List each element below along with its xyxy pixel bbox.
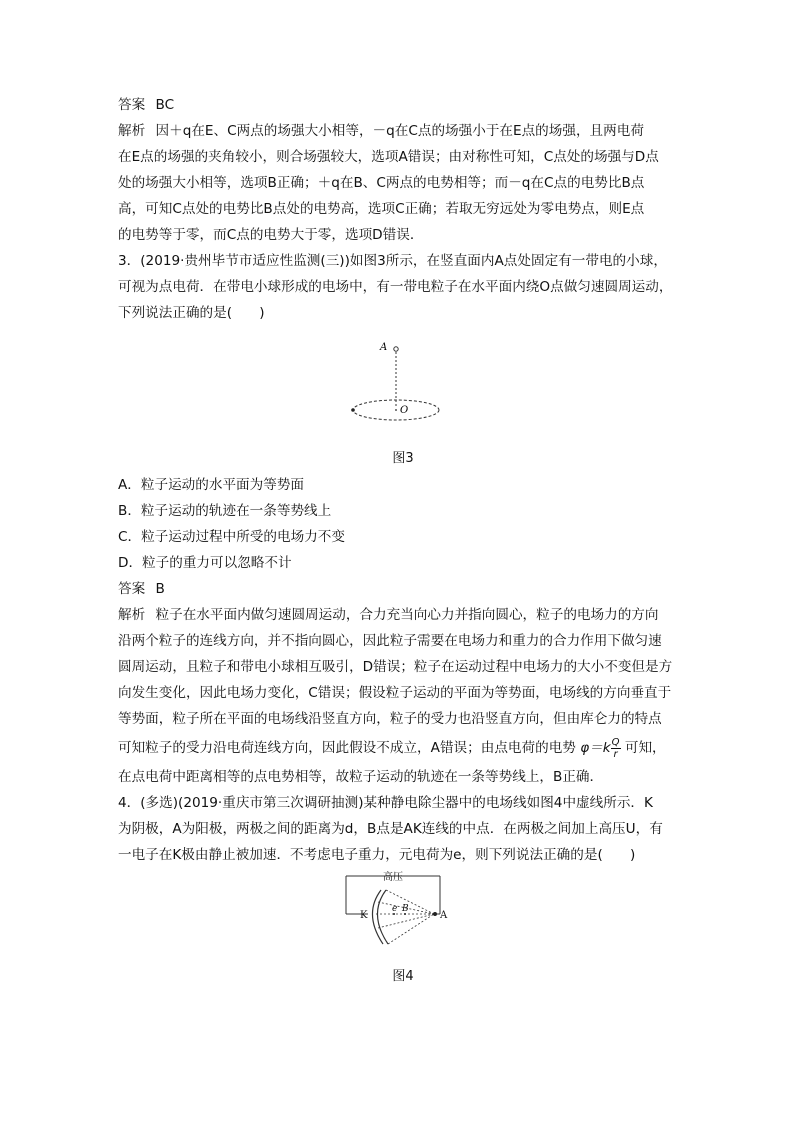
label-a: A	[380, 342, 388, 353]
analysis-formula-line	[118, 732, 688, 764]
analysis-block	[118, 118, 688, 248]
answer-label: 答案	[118, 97, 146, 113]
analysis-line: 等势面，粒子所在平面的电场线沿竖直方向，粒子的受力也沿竖直方向，但由库仑力的特点	[118, 711, 662, 727]
analysis-line: 圆周运动，且粒子和带电小球相互吸引，D错误；粒子在运动过程中电场力的大小不变但是方	[118, 659, 673, 675]
label-k: K	[360, 910, 368, 921]
formula-numerator: Q	[611, 736, 620, 748]
formula-phi: φ＝k	[580, 740, 611, 756]
figure-4-diagram	[118, 868, 688, 964]
question-text: 可视为点电荷．在带电小球形成的电场中，有一带电粒子在水平面内绕O点做匀速圆周运动，	[118, 279, 673, 295]
analysis-block	[118, 602, 688, 790]
analysis-line: 沿两个粒子的连线方向，并不指向圆心，因此粒子需要在电场力和重力的合力作用下做匀速	[118, 633, 662, 649]
answer-line	[118, 576, 688, 602]
potential-formula	[580, 736, 625, 760]
analysis-text: 因＋q在E、C两点的场强大小相等，－q在C点的场强小于在E点的场强，且两电荷	[155, 123, 644, 139]
field-line	[388, 914, 434, 944]
center-o-dot	[395, 409, 397, 411]
analysis-line	[118, 602, 688, 628]
analysis-label: 解析	[118, 123, 146, 139]
figure-3-diagram	[118, 326, 688, 446]
label-e: e	[392, 904, 398, 914]
field-line	[378, 914, 434, 928]
answer-value: B	[155, 581, 165, 597]
formula-line-after: 可知，	[624, 740, 666, 756]
formula-denominator: r	[613, 748, 618, 760]
question-text: 为阴极，A为阳极，两极之间的距离为d，B点是AK连线的中点．在两极之间加上高压U，有	[118, 821, 663, 837]
formula-line-before: 可知粒子的受力沿电荷连线方向，因此假设不成立，A错误；由点电荷的电势	[118, 740, 576, 756]
analysis-text: 粒子在水平面内做匀速圆周运动，合力充当向心力并指向圆心，粒子的电场力的方向	[155, 607, 659, 623]
figure-3-caption: 图3	[392, 451, 414, 466]
document-page	[118, 92, 688, 990]
answer-value: BC	[155, 97, 175, 113]
analysis-label: 解析	[118, 607, 146, 623]
question-text: 4．(多选)(2019·重庆市第三次调研抽测)某种静电除尘器中的电场线如图4中虚线所示．K	[118, 795, 653, 811]
analysis-line	[118, 118, 688, 144]
analysis-line: 向发生变化，因此电场力变化，C错误；假设粒子运动的平面为等势面，电场线的方向垂直于	[118, 685, 672, 701]
question-text: 一电子在K极由静止被加速．不考虑电子重力，元电荷为e，则下列说法正确的是( )	[118, 847, 636, 863]
formula-fraction	[611, 737, 621, 760]
figure-4	[118, 868, 688, 964]
question-4	[118, 790, 688, 990]
option-c: C．粒子运动过程中所受的电场力不变	[118, 529, 345, 545]
anode-a	[433, 912, 437, 916]
analysis-line: 处的场强大小相等，选项B正确；＋q在B、C两点的电势相等；而－q在C点的电势比B点	[118, 175, 645, 191]
option-d: D．粒子的重力可以忽略不计	[118, 555, 292, 571]
particle	[351, 408, 355, 412]
label-o: O	[400, 405, 409, 416]
answer-label: 答案	[118, 581, 146, 597]
cathode-k	[377, 890, 388, 944]
analysis-line: 的电势等于零，而C点的电势大于零，选项D错误．	[118, 227, 424, 243]
question-text: 下列说法正确的是( )	[118, 305, 265, 321]
option-a: A．粒子运动的水平面为等势面	[118, 477, 305, 493]
figure-3	[118, 326, 688, 446]
analysis-line: 在E点的场强的夹角较小，则合场强较大，选项A错误；由对称性可知，C点处的场强与D点	[118, 149, 659, 165]
answer-line	[118, 92, 688, 118]
label-high-voltage: 高压	[383, 872, 403, 883]
label-b: B	[402, 904, 409, 914]
question-3	[118, 248, 688, 790]
analysis-line: 在点电荷中距离相等的点电势相等，故粒子运动的轨迹在一条等势线上，B正确．	[118, 769, 604, 785]
question-text: 3．(2019·贵州毕节市适应性监测(三))如图3所示，在竖直面内A点处固定有一带电的小球，	[118, 253, 667, 269]
charged-ball-a	[394, 347, 398, 351]
analysis-line: 高，可知C点处的电势比B点处的电势高，选项C正确；若取无穷远处为零电势点，则E点	[118, 201, 645, 217]
figure-4-caption: 图4	[392, 969, 414, 984]
label-a: A	[440, 910, 448, 921]
option-b: B．粒子运动的轨迹在一条等势线上	[118, 503, 332, 519]
